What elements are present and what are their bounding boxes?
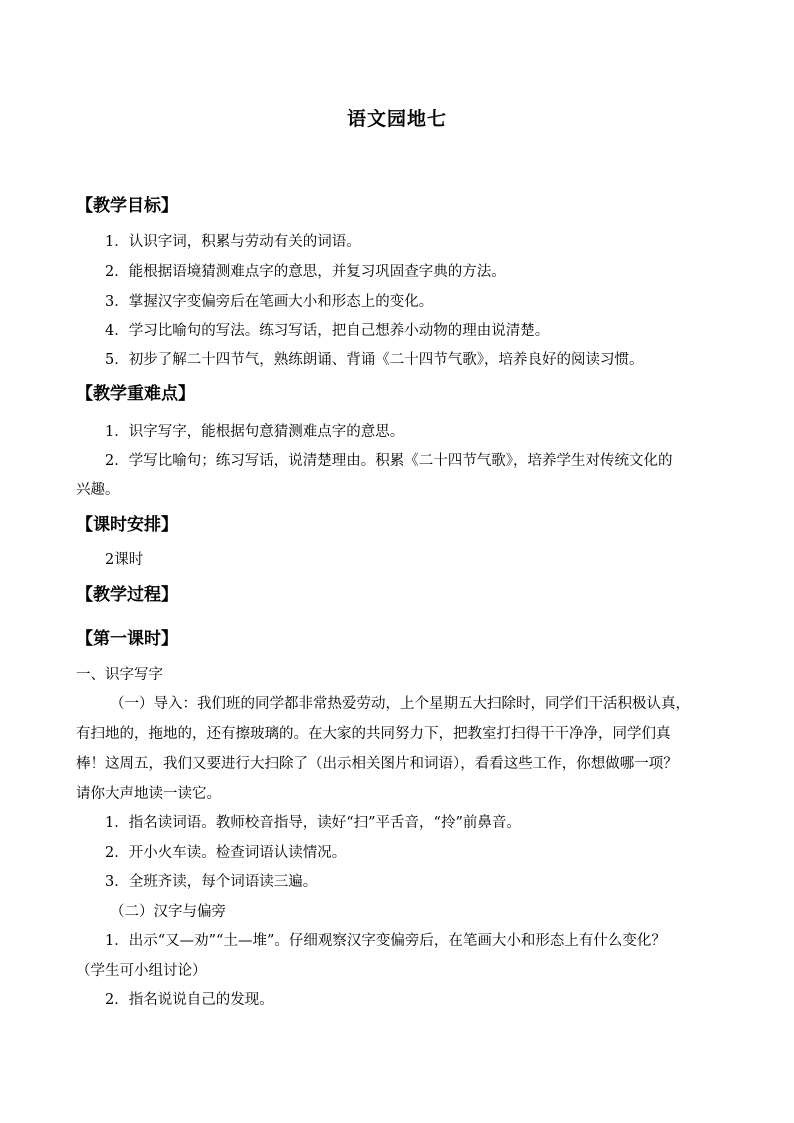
sub2-line-3: 2．指名说说自己的发现。: [105, 992, 274, 1008]
goal-item-5: 5．初步了解二十四节气，熟练朗诵、背诵《二十四节气歌》，培养良好的阅读习惯。: [105, 352, 644, 368]
key-point-2: 2．学写比喻句；练习写话，说清楚理由。积累《二十四节气歌》，培养学生对传统文化的: [105, 453, 673, 469]
intro-line-2: 有扫地的，拖地的，还有擦玻璃的。在大家的共同努力下，把教室打扫得干干净净，同学们真: [76, 726, 671, 742]
step-2: 2．开小火车读。检查词语认读情况。: [105, 845, 347, 861]
sub2-line-2: （学生可小组讨论）: [76, 963, 207, 979]
goals-heading: 【教学目标】: [76, 196, 178, 216]
page-title: 语文园地七: [346, 108, 447, 130]
key-point-2-continued: 兴趣。: [76, 482, 120, 498]
goal-item-4: 4．学习比喻句的写法。练习写话，把自己想养小动物的理由说清楚。: [105, 323, 550, 339]
key-point-1: 1．识字写字，能根据句意猜测难点字的意思。: [105, 424, 405, 440]
schedule-value: 2课时: [105, 552, 144, 568]
intro-line-1: （一）导入：我们班的同学都非常热爱劳动，上个星期五大扫除时，同学们干活积极认真，: [110, 696, 690, 712]
goal-item-2: 2．能根据语境猜测难点字的意思，并复习巩固查字典的方法。: [105, 264, 506, 280]
sub2-title: （二）汉字与偏旁: [110, 904, 226, 920]
step-3: 3．全班齐读，每个词语读三遍。: [105, 874, 318, 890]
key-points-heading: 【教学重难点】: [76, 384, 195, 404]
process-heading: 【教学过程】: [76, 585, 178, 605]
step-1: 1．指名读词语。教师校音指导，读好“扫”平舌音，“拎”前鼻音。: [105, 815, 521, 831]
part1-title: 一、识字写字: [76, 667, 163, 683]
goal-item-3: 3．掌握汉字变偏旁后在笔画大小和形态上的变化。: [105, 294, 434, 310]
sub2-line-1: 1．出示“又—劝”“土—堆”。仔细观察汉字变偏旁后，在笔画大小和形态上有什么变化？: [105, 933, 666, 949]
intro-line-4: 请你大声地读一读它。: [76, 786, 221, 802]
intro-line-3: 棒！这周五，我们又要进行大扫除了（出示相关图片和词语），看看这些工作，你想做哪一项？: [76, 756, 678, 772]
schedule-heading: 【课时安排】: [76, 515, 178, 535]
lesson1-heading: 【第一课时】: [76, 629, 178, 649]
goal-item-1: 1．认识字词，积累与劳动有关的词语。: [105, 234, 361, 250]
